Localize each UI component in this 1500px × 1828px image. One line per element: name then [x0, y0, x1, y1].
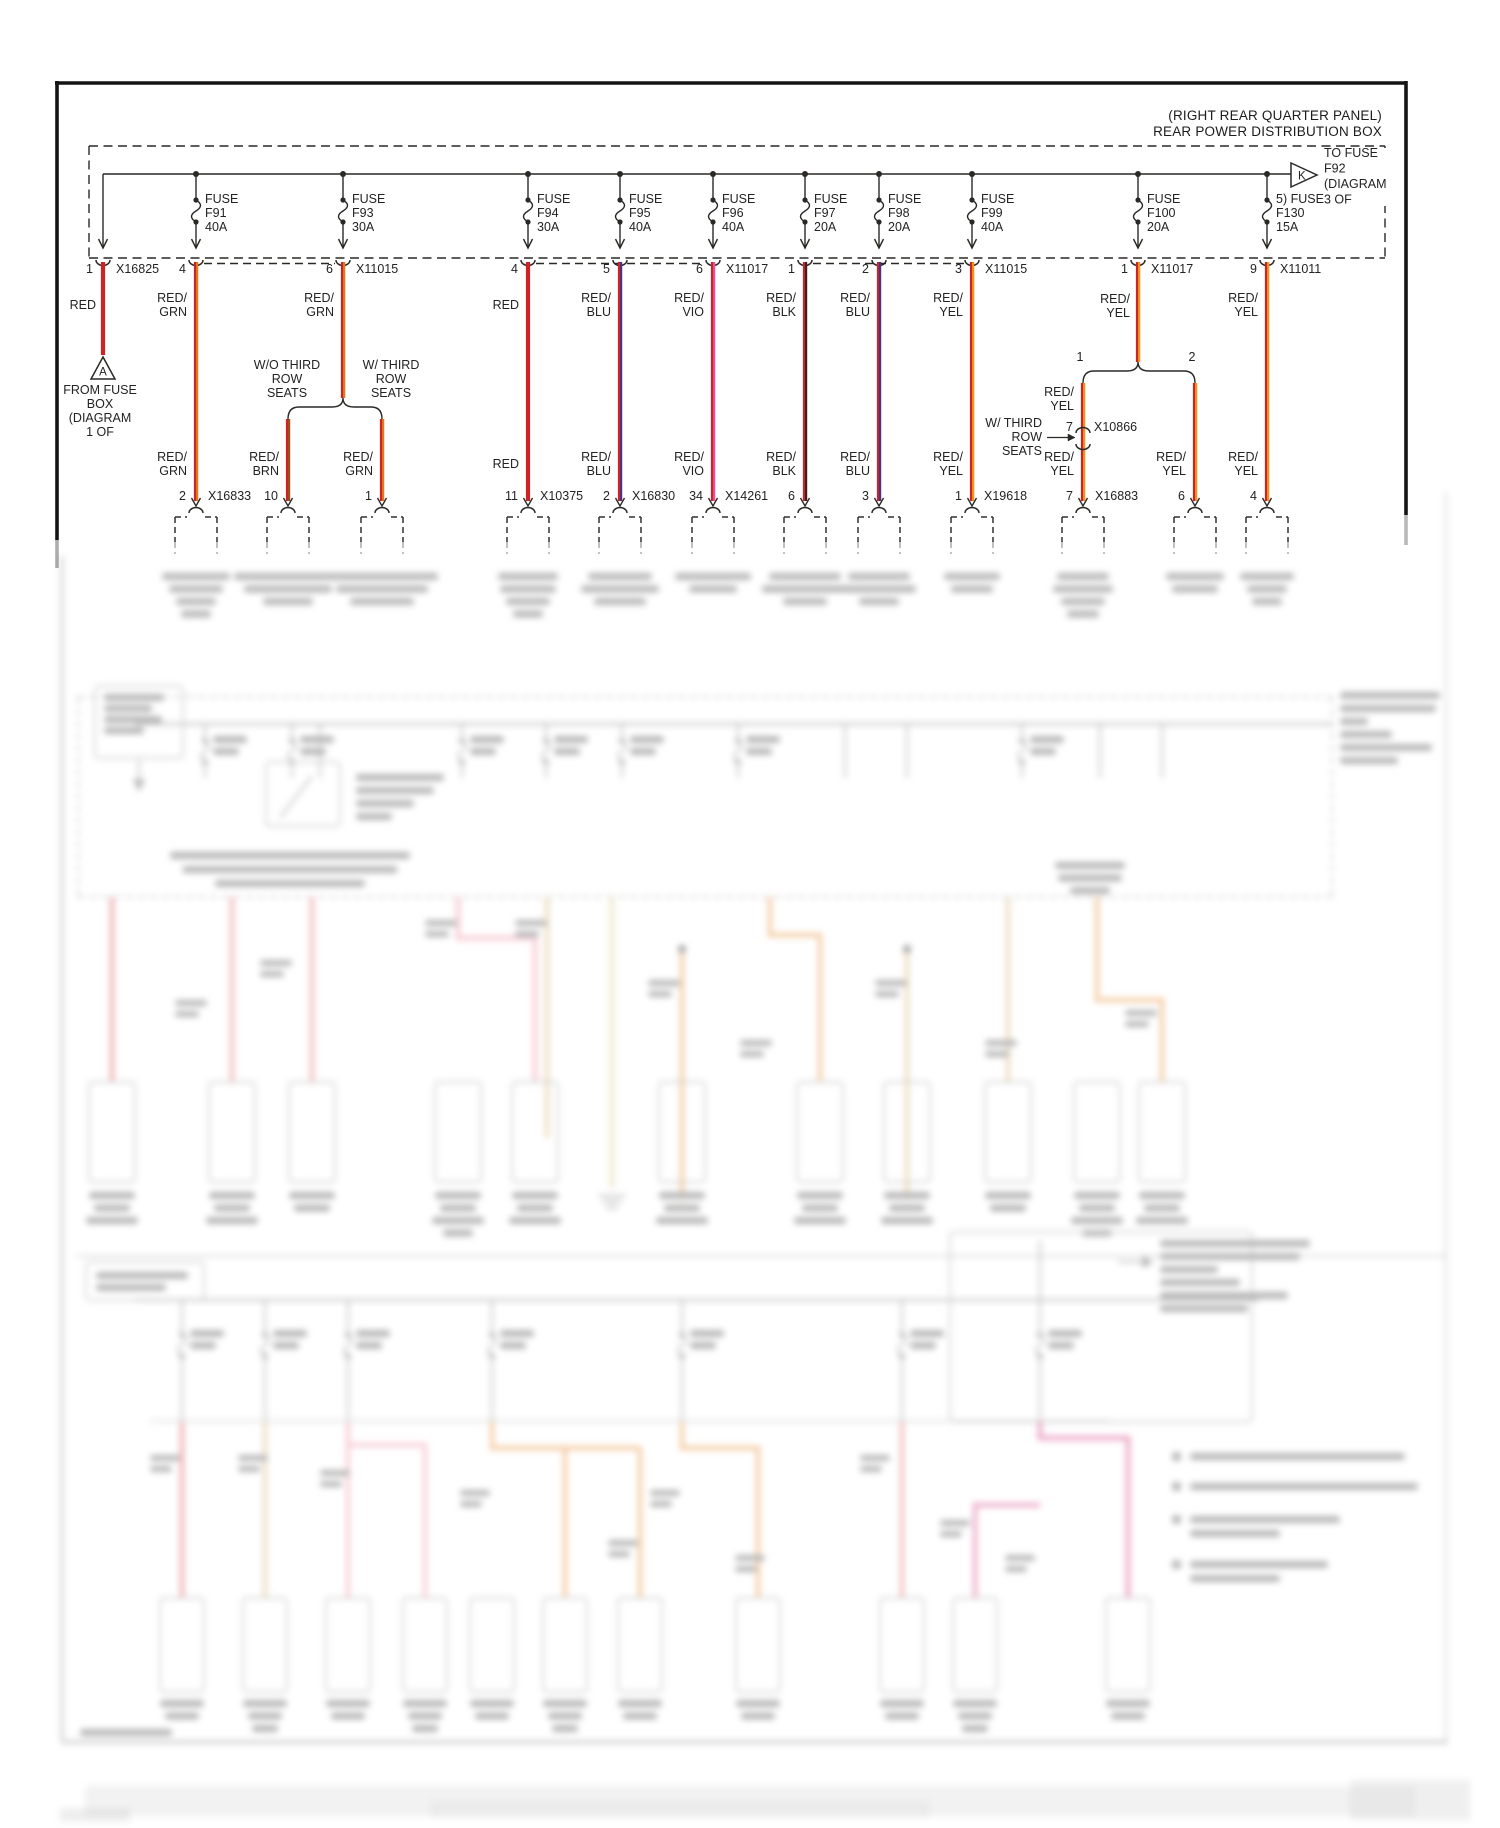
svg-text:15A: 15A	[1276, 220, 1299, 234]
svg-text:1: 1	[86, 262, 93, 276]
svg-text:RED/: RED/	[674, 291, 704, 305]
svg-text:X11017: X11017	[726, 262, 769, 276]
svg-text:20A: 20A	[888, 220, 911, 234]
svg-text:RED/: RED/	[1228, 450, 1258, 464]
svg-text:RED: RED	[492, 298, 519, 312]
svg-text:F92: F92	[1324, 161, 1346, 176]
svg-text:X10375: X10375	[540, 489, 584, 503]
svg-text:BLU: BLU	[845, 464, 870, 478]
svg-text:FUSE: FUSE	[629, 192, 663, 206]
fuse-f95	[616, 171, 663, 248]
svg-text:RED/: RED/	[1044, 385, 1074, 399]
svg-text:X14261: X14261	[725, 489, 769, 503]
svg-text:FUSE: FUSE	[352, 192, 386, 206]
svg-text:1: 1	[1121, 262, 1128, 276]
svg-text:YEL: YEL	[1050, 464, 1074, 478]
svg-text:RED/: RED/	[581, 450, 611, 464]
svg-text:VIO: VIO	[682, 464, 704, 478]
svg-text:RED/: RED/	[1156, 450, 1186, 464]
svg-text:A: A	[99, 366, 107, 379]
svg-text:RED/: RED/	[249, 450, 279, 464]
wire-red-source	[63, 262, 137, 439]
svg-text:BLU: BLU	[845, 305, 870, 319]
svg-text:RED/: RED/	[343, 450, 373, 464]
fuse-f94	[524, 171, 571, 248]
svg-text:40A: 40A	[722, 220, 745, 234]
svg-text:2: 2	[603, 489, 610, 503]
svg-text:3: 3	[862, 489, 869, 503]
svg-text:6: 6	[326, 262, 333, 276]
source-feed	[99, 174, 108, 248]
svg-text:GRN: GRN	[159, 305, 187, 319]
fuse-f98	[875, 171, 922, 248]
fuse-f100	[1134, 171, 1181, 248]
svg-text:30A: 30A	[352, 220, 375, 234]
svg-text:F91: F91	[205, 206, 227, 220]
svg-text:1: 1	[788, 262, 795, 276]
svg-text:FUSE: FUSE	[814, 192, 848, 206]
svg-text:7: 7	[1066, 420, 1073, 434]
svg-text:40A: 40A	[981, 220, 1004, 234]
svg-text:9: 9	[1250, 262, 1257, 276]
fuse-f93	[339, 171, 386, 248]
svg-text:BLK: BLK	[772, 464, 796, 478]
svg-text:RED/: RED/	[933, 450, 963, 464]
svg-text:X16833: X16833	[208, 489, 252, 503]
svg-text:11: 11	[505, 489, 518, 503]
svg-text:F98: F98	[888, 206, 910, 220]
svg-text:1: 1	[1076, 350, 1084, 364]
svg-text:YEL: YEL	[1050, 399, 1074, 413]
svg-text:5: 5	[603, 262, 610, 276]
svg-text:FUSE: FUSE	[1147, 192, 1181, 206]
svg-text:X16825: X16825	[116, 262, 160, 276]
svg-text:YEL: YEL	[939, 305, 963, 319]
fuse-f97	[801, 171, 848, 248]
svg-text:K: K	[1298, 170, 1306, 183]
svg-text:FUSE: FUSE	[205, 192, 239, 206]
svg-text:GRN: GRN	[345, 464, 373, 478]
svg-text:40A: 40A	[629, 220, 652, 234]
svg-text:4: 4	[1250, 489, 1257, 503]
svg-text:SEATS: SEATS	[266, 386, 308, 400]
svg-text:YEL: YEL	[939, 464, 963, 478]
svg-text:BLU: BLU	[586, 464, 611, 478]
svg-text:30A: 30A	[537, 220, 560, 234]
svg-text:2: 2	[1188, 350, 1196, 364]
svg-text:W/ THIRD: W/ THIRD	[362, 358, 420, 372]
svg-text:RED/: RED/	[674, 450, 704, 464]
svg-text:2: 2	[862, 262, 869, 276]
svg-text:TO FUSE: TO FUSE	[1324, 146, 1378, 160]
svg-text:VIO: VIO	[682, 305, 704, 319]
svg-text:YEL: YEL	[1162, 464, 1186, 478]
svg-text:2: 2	[179, 489, 186, 503]
svg-text:GRN: GRN	[159, 464, 187, 478]
svg-text:YEL: YEL	[1106, 306, 1130, 320]
svg-text:X11015: X11015	[985, 262, 1028, 276]
svg-text:FUSE: FUSE	[537, 192, 571, 206]
svg-text:RED: RED	[492, 457, 519, 471]
harness-connectors-bottom	[157, 450, 1288, 554]
svg-text:BOX: BOX	[86, 397, 114, 411]
svg-text:W/ THIRD: W/ THIRD	[985, 416, 1042, 430]
svg-text:3: 3	[955, 262, 962, 276]
svg-text:4: 4	[179, 262, 186, 276]
svg-text:RED/: RED/	[766, 291, 796, 305]
fuse-f99	[968, 171, 1015, 248]
svg-text:1: 1	[955, 489, 962, 503]
svg-text:SEATS: SEATS	[370, 386, 412, 400]
svg-text:RED/: RED/	[304, 291, 334, 305]
svg-text:GRN: GRN	[306, 305, 334, 319]
svg-text:6: 6	[788, 489, 795, 503]
svg-text:(DIAGRAM: (DIAGRAM	[1324, 177, 1387, 191]
svg-text:F130: F130	[1276, 206, 1305, 220]
svg-text:20A: 20A	[814, 220, 837, 234]
svg-text:10: 10	[264, 489, 278, 503]
fuse-f91	[192, 171, 239, 248]
svg-text:34: 34	[689, 489, 703, 503]
svg-text:6: 6	[696, 262, 703, 276]
svg-text:F97: F97	[814, 206, 836, 220]
svg-text:F94: F94	[537, 206, 559, 220]
svg-text:F96: F96	[722, 206, 744, 220]
svg-text:RED/: RED/	[933, 291, 963, 305]
svg-text:FROM FUSE: FROM FUSE	[63, 383, 137, 397]
svg-text:BLU: BLU	[586, 305, 611, 319]
svg-text:YEL: YEL	[1234, 305, 1258, 319]
svg-text:F95: F95	[629, 206, 651, 220]
svg-text:ROW: ROW	[1011, 430, 1042, 444]
svg-text:X10866: X10866	[1094, 420, 1138, 434]
svg-text:20A: 20A	[1147, 220, 1170, 234]
svg-text:40A: 40A	[205, 220, 228, 234]
svg-text:F99: F99	[981, 206, 1003, 220]
svg-text:(DIAGRAM: (DIAGRAM	[68, 411, 132, 425]
svg-text:F100: F100	[1147, 206, 1176, 220]
svg-text:X16830: X16830	[632, 489, 676, 503]
svg-text:7: 7	[1066, 489, 1073, 503]
svg-text:6: 6	[1178, 489, 1185, 503]
svg-text:3 OF: 3 OF	[1324, 192, 1352, 207]
svg-text:W/O THIRD: W/O THIRD	[253, 358, 321, 372]
svg-text:FUSE: FUSE	[888, 192, 922, 206]
svg-text:SEATS: SEATS	[1001, 444, 1042, 458]
svg-text:F93: F93	[352, 206, 374, 220]
svg-text:RED: RED	[69, 298, 96, 312]
svg-text:RED/: RED/	[840, 291, 870, 305]
svg-text:RED/: RED/	[581, 291, 611, 305]
svg-text:5) FUSE: 5) FUSE	[1276, 192, 1324, 206]
svg-text:FUSE: FUSE	[981, 192, 1015, 206]
svg-text:X11015: X11015	[356, 262, 399, 276]
fuse-f96	[709, 171, 756, 248]
svg-text:RED/: RED/	[1044, 450, 1074, 464]
svg-text:X16883: X16883	[1095, 489, 1139, 503]
diagram-title-line2: REAR POWER DISTRIBUTION BOX	[1153, 124, 1382, 139]
svg-text:ROW: ROW	[271, 372, 303, 386]
svg-text:RED/: RED/	[766, 450, 796, 464]
svg-text:4: 4	[511, 262, 518, 276]
svg-text:FUSE: FUSE	[722, 192, 756, 206]
svg-text:1: 1	[365, 489, 372, 503]
svg-text:YEL: YEL	[1234, 464, 1258, 478]
svg-text:BRN: BRN	[252, 464, 279, 478]
svg-text:1 OF: 1 OF	[86, 425, 114, 439]
svg-text:X19618: X19618	[984, 489, 1028, 503]
svg-text:X11011: X11011	[1280, 262, 1322, 276]
svg-text:ROW: ROW	[375, 372, 407, 386]
svg-text:RED/: RED/	[1228, 291, 1258, 305]
diagram-title-line1: (RIGHT REAR QUARTER PANEL)	[1168, 108, 1382, 123]
svg-text:RED/: RED/	[157, 291, 187, 305]
diagram-title	[1153, 108, 1382, 140]
svg-text:X11017: X11017	[1151, 262, 1194, 276]
svg-text:BLK: BLK	[772, 305, 796, 319]
svg-text:RED/: RED/	[1100, 292, 1130, 306]
svg-text:RED/: RED/	[840, 450, 870, 464]
svg-text:RED/: RED/	[157, 450, 187, 464]
